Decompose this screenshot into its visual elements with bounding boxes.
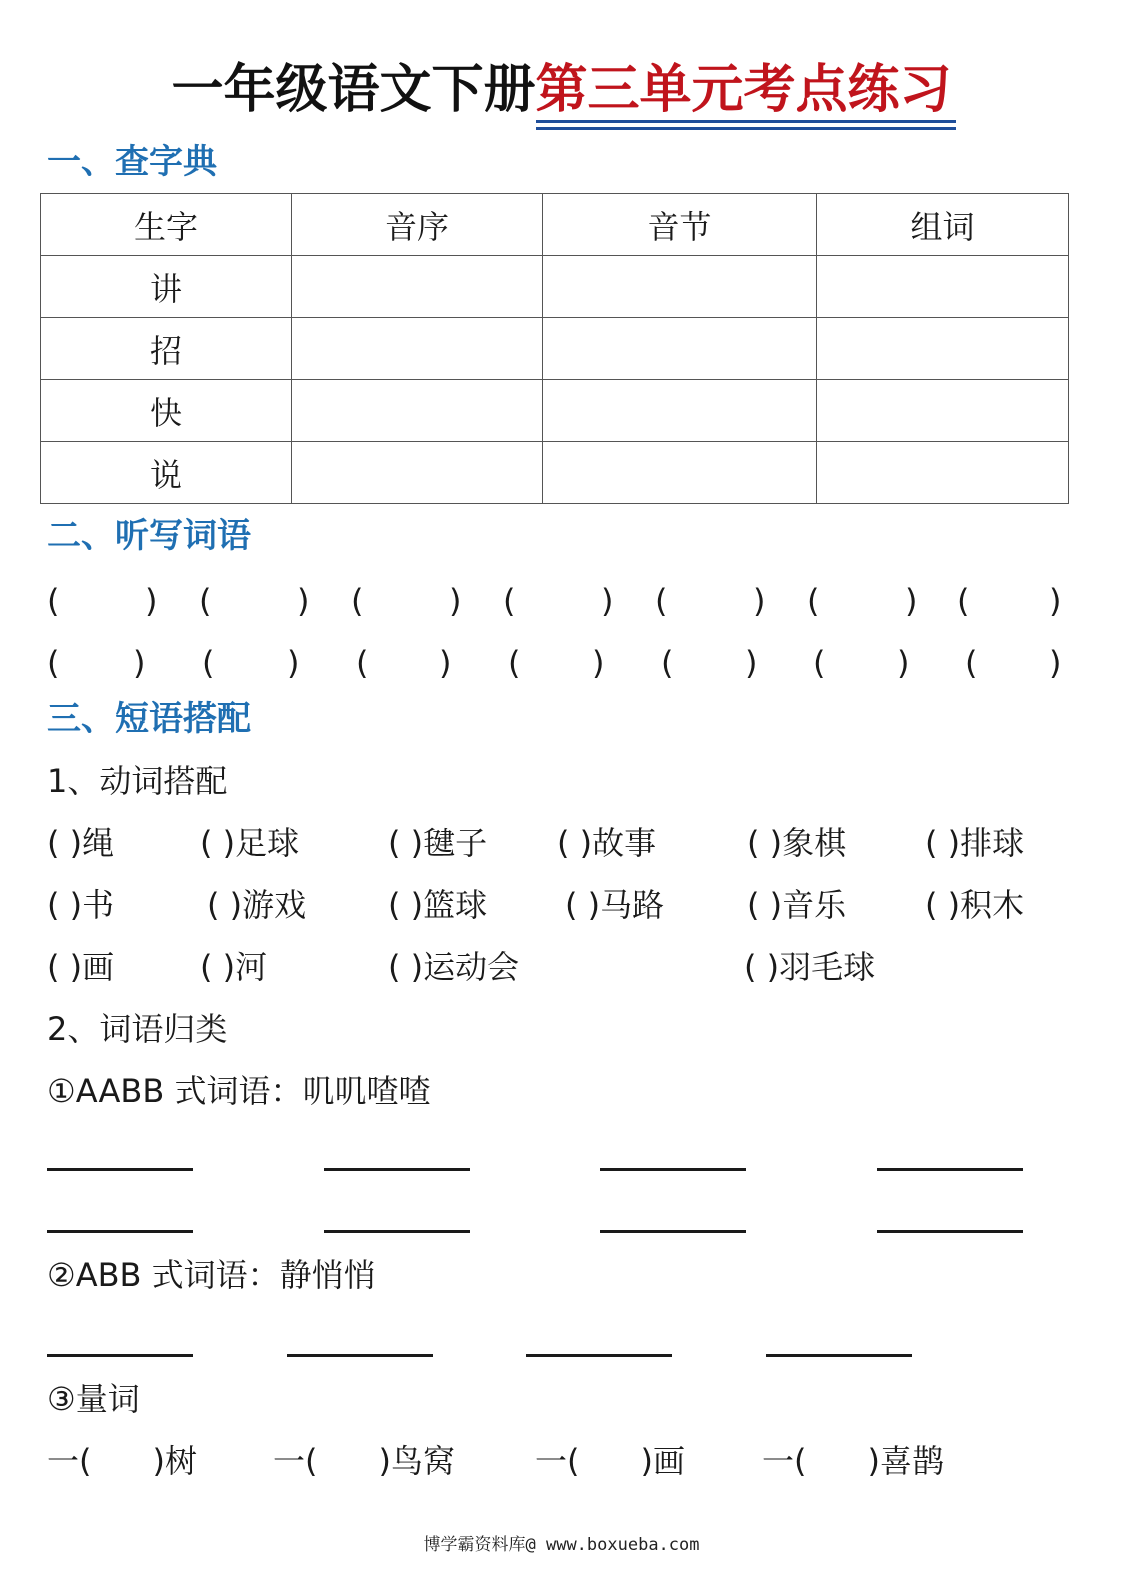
table-row bbox=[41, 318, 1069, 380]
answer-blank[interactable] bbox=[47, 1230, 193, 1233]
answer-cell[interactable] bbox=[817, 256, 1069, 318]
paren-close: ) bbox=[745, 644, 758, 682]
paren-open: ( bbox=[47, 644, 60, 682]
subsection-verb-collocation: 1、动词搭配 bbox=[47, 762, 228, 800]
header-cell: 音节 bbox=[543, 194, 817, 256]
dictation-row-1[interactable] bbox=[47, 578, 1063, 624]
answer-blank[interactable] bbox=[526, 1354, 672, 1357]
paren-open: ( bbox=[47, 582, 60, 620]
paren-close: ) bbox=[439, 644, 452, 682]
answer-cell[interactable] bbox=[817, 318, 1069, 380]
paren-close: ) bbox=[287, 644, 300, 682]
answer-cell[interactable] bbox=[543, 256, 817, 318]
answer-blank[interactable] bbox=[324, 1168, 470, 1171]
answer-blank[interactable] bbox=[877, 1230, 1023, 1233]
table-row bbox=[41, 256, 1069, 318]
phrase-item[interactable]: ( )故事 bbox=[557, 824, 657, 862]
char-cell: 快 bbox=[41, 380, 292, 442]
page-title bbox=[0, 58, 1123, 122]
paren-open: ( bbox=[965, 644, 978, 682]
section-1-heading: 一、查字典 bbox=[47, 142, 217, 182]
phrase-item[interactable]: ( )书 bbox=[47, 886, 115, 924]
answer-blank[interactable] bbox=[877, 1168, 1023, 1171]
dictation-row-2[interactable] bbox=[47, 640, 1063, 686]
answer-cell[interactable] bbox=[292, 256, 543, 318]
abb-prompt: ②ABB 式词语：静悄悄 bbox=[47, 1256, 376, 1294]
header-cell: 生字 bbox=[41, 194, 292, 256]
table-header-row bbox=[41, 194, 1069, 256]
answer-cell[interactable] bbox=[817, 380, 1069, 442]
paren-open: ( bbox=[356, 644, 369, 682]
paren-close: ) bbox=[753, 582, 766, 620]
paren-close: ) bbox=[905, 582, 918, 620]
char-cell: 说 bbox=[41, 442, 292, 504]
aabb-prompt: ①AABB 式词语：叽叽喳喳 bbox=[47, 1072, 431, 1110]
answer-blank[interactable] bbox=[47, 1354, 193, 1357]
title-red: 第三单元考点练习 bbox=[535, 60, 952, 120]
answer-blank[interactable] bbox=[324, 1230, 470, 1233]
paren-close: ) bbox=[592, 644, 605, 682]
answer-blank[interactable] bbox=[287, 1354, 433, 1357]
paren-open: ( bbox=[807, 582, 820, 620]
answer-cell[interactable] bbox=[817, 442, 1069, 504]
paren-open: ( bbox=[957, 582, 970, 620]
answer-blank[interactable] bbox=[600, 1168, 746, 1171]
phrase-item[interactable]: ( )河 bbox=[200, 948, 268, 986]
measure-word-heading: ③量词 bbox=[47, 1380, 140, 1418]
phrase-item[interactable]: ( )游戏 bbox=[207, 886, 307, 924]
paren-close: ) bbox=[145, 582, 158, 620]
measure-item[interactable]: 一( )树 bbox=[47, 1442, 198, 1480]
measure-item[interactable]: 一( )画 bbox=[535, 1442, 686, 1480]
header-cell: 组词 bbox=[817, 194, 1069, 256]
phrase-item[interactable]: ( )篮球 bbox=[388, 886, 488, 924]
phrase-item[interactable]: ( )运动会 bbox=[388, 948, 520, 986]
paren-close: ) bbox=[133, 644, 146, 682]
phrase-item[interactable]: ( )绳 bbox=[47, 824, 115, 862]
phrase-item[interactable]: ( )足球 bbox=[200, 824, 300, 862]
answer-blank[interactable] bbox=[766, 1354, 912, 1357]
paren-open: ( bbox=[199, 582, 212, 620]
measure-item[interactable]: 一( )喜鹊 bbox=[762, 1442, 945, 1480]
paren-close: ) bbox=[897, 644, 910, 682]
section-3-heading: 三、短语搭配 bbox=[47, 699, 251, 739]
header-cell: 音序 bbox=[292, 194, 543, 256]
phrase-item[interactable]: ( )排球 bbox=[925, 824, 1025, 862]
answer-cell[interactable] bbox=[292, 380, 543, 442]
table-row bbox=[41, 380, 1069, 442]
paren-open: ( bbox=[503, 582, 516, 620]
answer-cell[interactable] bbox=[543, 318, 817, 380]
answer-cell[interactable] bbox=[543, 380, 817, 442]
paren-open: ( bbox=[351, 582, 364, 620]
subsection-word-classify: 2、词语归类 bbox=[47, 1010, 228, 1048]
paren-open: ( bbox=[813, 644, 826, 682]
dictionary-table bbox=[40, 193, 1069, 504]
paren-close: ) bbox=[601, 582, 614, 620]
phrase-item[interactable]: ( )音乐 bbox=[747, 886, 847, 924]
phrase-item[interactable]: ( )羽毛球 bbox=[744, 948, 876, 986]
paren-close: ) bbox=[449, 582, 462, 620]
answer-blank[interactable] bbox=[47, 1168, 193, 1171]
title-black: 一年级语文下册 bbox=[171, 60, 536, 120]
phrase-item[interactable]: ( )积木 bbox=[925, 886, 1025, 924]
answer-cell[interactable] bbox=[292, 442, 543, 504]
paren-close: ) bbox=[1049, 644, 1062, 682]
paren-open: ( bbox=[655, 582, 668, 620]
paren-open: ( bbox=[661, 644, 674, 682]
answer-cell[interactable] bbox=[292, 318, 543, 380]
phrase-item[interactable]: ( )毽子 bbox=[388, 824, 488, 862]
paren-close: ) bbox=[297, 582, 310, 620]
paren-close: ) bbox=[1049, 582, 1062, 620]
paren-open: ( bbox=[202, 644, 215, 682]
char-cell: 讲 bbox=[41, 256, 292, 318]
measure-item[interactable]: 一( )鸟窝 bbox=[273, 1442, 456, 1480]
phrase-item[interactable]: ( )象棋 bbox=[747, 824, 847, 862]
answer-blank[interactable] bbox=[600, 1230, 746, 1233]
footer-watermark: 博学霸资料库@ www.boxueba.com bbox=[423, 1535, 700, 1555]
phrase-item[interactable]: ( )马路 bbox=[565, 886, 665, 924]
answer-cell[interactable] bbox=[543, 442, 817, 504]
section-2-heading: 二、听写词语 bbox=[47, 516, 251, 556]
phrase-item[interactable]: ( )画 bbox=[47, 948, 115, 986]
char-cell: 招 bbox=[41, 318, 292, 380]
table-row bbox=[41, 442, 1069, 504]
paren-open: ( bbox=[508, 644, 521, 682]
